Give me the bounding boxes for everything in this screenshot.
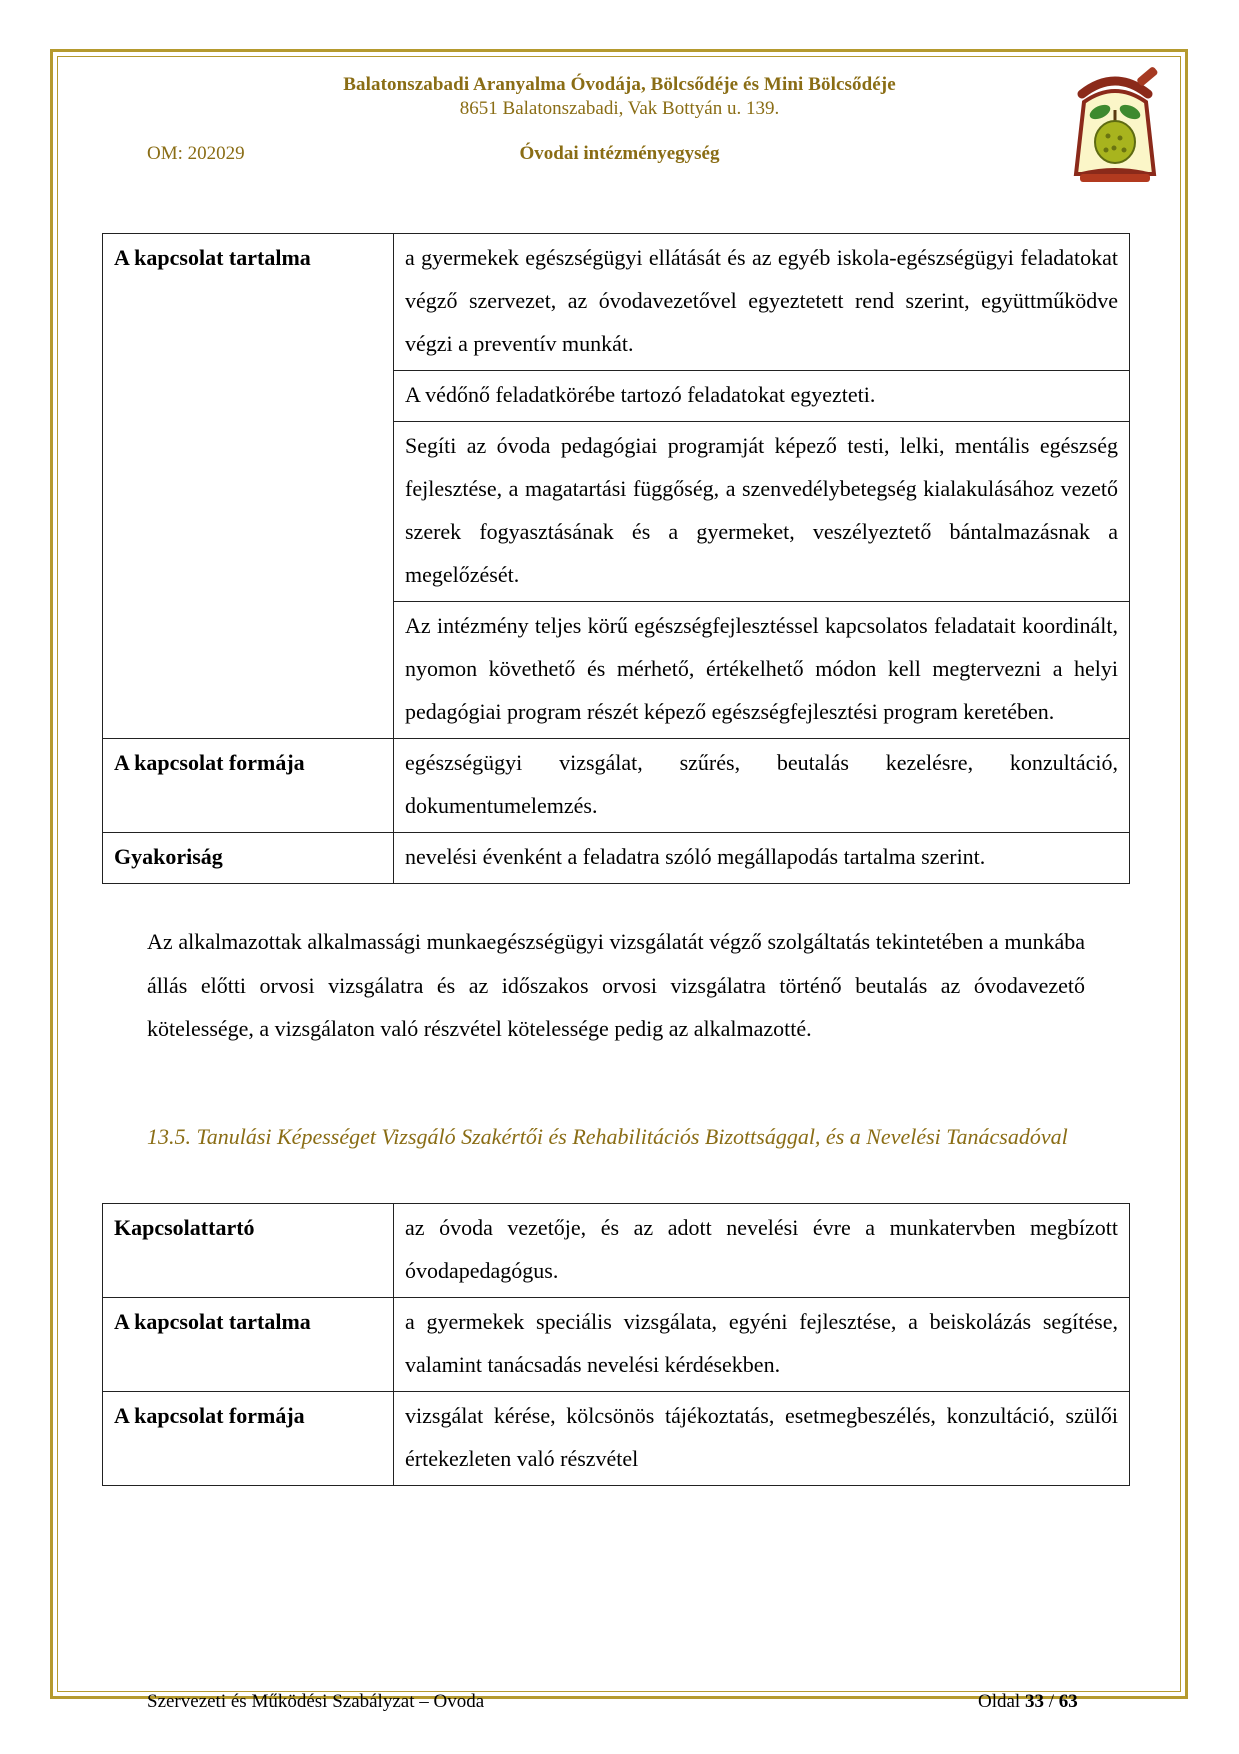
- table-row: [103, 234, 1130, 371]
- footer-page-number: [978, 1691, 1078, 1713]
- row-label: A kapcsolat formája: [103, 739, 394, 833]
- unit-name: Óvodai intézményegység: [519, 143, 720, 164]
- page-prefix: Oldal: [978, 1691, 1021, 1712]
- table-row: [103, 833, 1130, 884]
- row-text: nevelési évenként a feladatra szóló megállapodás tartalma szerint.: [394, 833, 1130, 884]
- row-label: Gyakoriság: [103, 833, 394, 884]
- apple-bell-logo-icon: [1062, 66, 1168, 188]
- table-row: [103, 1392, 1130, 1486]
- footer-document-title: Szervezeti és Működési Szabályzat – Ovoda: [147, 1691, 485, 1712]
- row-text: az óvoda vezetője, és az adott nevelési évre a munkatervben megbízott óvodapedagógus.: [394, 1204, 1130, 1298]
- employee-health-paragraph: Az alkalmazottak alkalmassági munkaegészségügyi vizsgálatát végző szolgáltatás tekintetében a munkába állás előtti orvosi vizsgálatra és az időszakos orvosi vizsgálatra történő beutalás az óvodavezető kötelessége, a vizsgálaton való részvétel kötelessége pedig az alkalmazotté.: [147, 929, 1085, 1041]
- row-label: A kapcsolat formája: [103, 1392, 394, 1486]
- row-text: vizsgálat kérése, kölcsönös tájékoztatás, esetmegbeszélés, konzultáció, szülői értekezleten való részvétel: [394, 1392, 1130, 1486]
- row-text: Segíti az óvoda pedagógiai programját képező testi, lelki, mentális egészség fejlesztése, a magatartási függőség, a szenvedélybetegség kialakulásához vezető szerek fogyasztásának és a gyermeket, veszélyeztető bántalmazásnak a megelőzését.: [394, 422, 1130, 602]
- page-total: 63: [1058, 1691, 1078, 1712]
- row-text: A védőnő feladatkörébe tartozó feladatokat egyezteti.: [394, 371, 1130, 422]
- om-number: OM: 202029: [147, 143, 245, 164]
- page-current: 33: [1024, 1691, 1044, 1712]
- row-label: Kapcsolattartó: [103, 1204, 394, 1298]
- row-label: A kapcsolat tartalma: [103, 1298, 394, 1392]
- row-text: egészségügyi vizsgálat, szűrés, beutalás kezelésre, konzultáció, dokumentumelemzés.: [394, 739, 1130, 833]
- table-row: [103, 1298, 1130, 1392]
- row-text: a gyermekek egészségügyi ellátását és az egyéb iskola-egészségügyi feladatokat végző szervezet, az óvodavezetővel egyeztetett rend szerint, együttműködve végzi a preventív munkát.: [394, 234, 1130, 371]
- expert-committee-table: [102, 1203, 1130, 1486]
- section-heading: 13.5. Tanulási Képességet Vizsgáló Szakértői és Rehabilitációs Bizottsággal, és a Nevelési Tanácsadóval: [147, 1124, 1068, 1149]
- page-separator: /: [1048, 1691, 1054, 1712]
- row-text: Az intézmény teljes körű egészségfejlesztéssel kapcsolatos feladatait koordinált, nyomon követhető és mérhető, értékelhető módon kell megtervezni a helyi pedagógiai program részét képező egészségfejlesztési program keretében.: [394, 602, 1130, 739]
- row-label: A kapcsolat tartalma: [103, 234, 394, 739]
- table-row: [103, 739, 1130, 833]
- institution-name: Balatonszabadi Aranyalma Óvodája, Bölcsődéje és Mini Bölcsődéje: [343, 74, 896, 95]
- institution-address: 8651 Balatonszabadi, Vak Bottyán u. 139.: [459, 98, 780, 119]
- row-text: a gyermekek speciális vizsgálata, egyéni fejlesztése, a beiskolázás segítése, valamint tanácsadás nevelési kérdésekben.: [394, 1298, 1130, 1392]
- health-contact-table: [102, 233, 1130, 884]
- table-row: [103, 1204, 1130, 1298]
